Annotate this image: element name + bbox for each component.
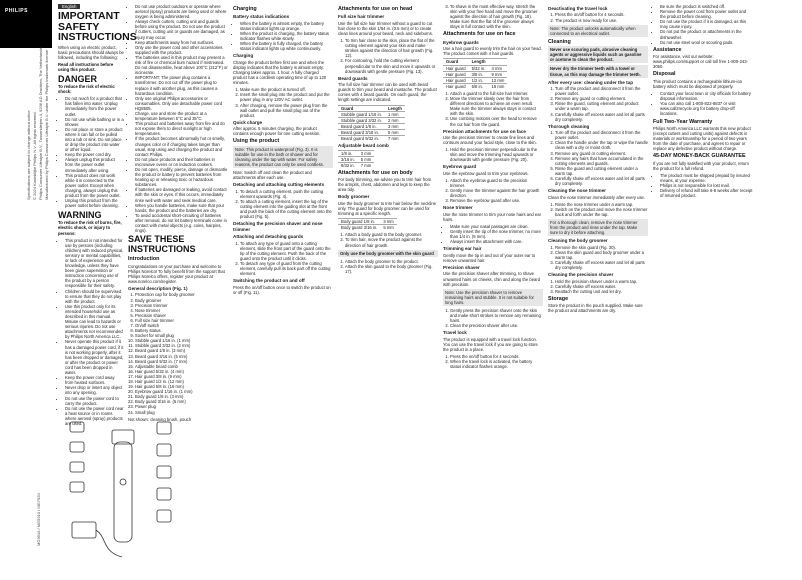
list-item: 4. Remove any hairs that have accumulated in the cutting elements and guards. — [555, 156, 648, 166]
brand-logo: PHILIPS — [5, 8, 28, 14]
list-item: 3. Reattach the cutting unit and let dry. — [555, 289, 648, 294]
attaching-title: Attaching and detaching guards — [233, 234, 304, 240]
imprint-line: © 2024 Koninklijke Philips N.V. All rights reserved. — [32, 111, 37, 200]
column-2 — [128, 4, 228, 576]
table-cell: 3 mm — [358, 150, 374, 156]
groomer-clean-steps — [548, 245, 648, 270]
list-item: 6. Full size hair trimmer — [135, 318, 228, 323]
list-item: • Philips is not responsible for lost mail. — [660, 183, 753, 188]
attachment-shape — [70, 482, 84, 492]
quick-title: Quick charge — [233, 119, 263, 125]
list-item: • Contact your local town or city officials for battery disposal information. — [660, 91, 753, 101]
table-cell: 3/16 in. — [338, 156, 358, 162]
detaching-steps — [233, 189, 333, 220]
storage-text: Store the product in the pouch supplied. Make sure the product and attachments are dry. — [548, 303, 643, 314]
shaver-clean-title: Cleaning the precision shaver — [548, 272, 614, 278]
body-attachments-title: Attachments for use on body — [338, 169, 413, 176]
table-row — [443, 77, 507, 83]
list-item: 2. To attach a cutting element, insert the lug of the cutting element into the guiding slot at the front and push the back of the cutting element onto the product (Fig. 5). — [240, 199, 333, 219]
imprint — [26, 47, 50, 200]
list-item: • Only use original Philips accessories or consumables. Only use detachable power cord HQ8505. — [135, 96, 228, 111]
adjustable-table — [338, 150, 374, 168]
table-cell: 9/32 in. — [338, 162, 358, 168]
list-item: 1. To trim hair close to the skin, place the flat of the cutting element against your skin and make strokes against the direction of hair growth (Fig. 12). — [345, 38, 438, 58]
list-item: • Remove the power cord from power outlet and the product before cleaning. — [660, 9, 753, 19]
table-cell: 1/2 in. — [469, 77, 489, 83]
list-item: 1. Turn off the product and disconnect it from the power outlet. — [555, 86, 648, 96]
skin-guard-box — [338, 250, 438, 257]
using-title: Using the product — [233, 138, 280, 145]
list-item: • When the product is charging, the battery status indicator flashes white slowly. — [240, 31, 333, 41]
list-item: 2. Move the trimmer slowly over the hair from different directions to achieve an even result. Make sure the trimmer always stays in contact with the skin. — [450, 96, 543, 116]
table-row — [443, 71, 507, 77]
list-item: • Keep attachments away from hot surfaces. — [135, 40, 228, 45]
eyebrow-text: Use the eyebrow guard to trim your eyebrows. — [443, 170, 529, 176]
list-item: 15. Adjustable beard comb — [135, 364, 228, 369]
list-item: 2. Carefully shake off excess water. — [555, 284, 648, 289]
guard-title: Detaching the precision shaver and nose trimmer — [233, 221, 323, 232]
money-back-text: If you are not fully satisfied with your product, return the product for a full refund. — [653, 160, 749, 171]
list-item: 17. Hair guard 3/8 in. (9 mm) — [135, 374, 228, 379]
list-item: • This product does not work while it is connected to the power outlet. Except when charging, always unplug this product from the power outlet. — [65, 173, 124, 198]
nose-clean-box-text: For a thorough clean, remove the nose trimmer from the product and rinse under the tap. Make sure to dry it before attaching. — [550, 219, 638, 236]
groomer-clean-title: Cleaning the body groomer — [548, 238, 608, 244]
general-list — [128, 292, 228, 414]
full-trimmer-steps — [338, 38, 438, 74]
table-cell: 7 mm — [358, 162, 374, 168]
list-item: 20. Eyebrow guard 1/16 in. (1 mm) — [135, 389, 228, 394]
full-trimmer-text: Use the full size hair trimmer without a guard to cut hair close to the skin 1/64 in. (0.5 mm) or to create clean lines around your beard, neck and sideburns. — [338, 20, 433, 36]
body-steps — [338, 232, 438, 247]
list-item: • Do not use the power cord near a heat source or in rooms where aerosol (spray) products are used. — [65, 406, 124, 426]
table-cell: 16 mm — [489, 83, 508, 89]
list-item: 2. Clean the precision shaver after use. — [450, 323, 543, 328]
column-3 — [233, 4, 333, 576]
table-cell: 1/8 in. — [338, 150, 358, 156]
list-item: 1. Press the on/off button for 4 seconds. — [450, 354, 543, 359]
travel-title: Travel lock — [443, 330, 467, 336]
shaver-text: Use the precision shaver after trimming, to shave unwanted hairs on cheeks, chin and along the beard with precision. — [443, 271, 541, 287]
nose-steps — [443, 224, 543, 244]
list-item: • Gently insert the tip of the nose trimmer, no more than 1/4 in. (5 mm). — [450, 229, 543, 239]
battery-title: Battery status indications — [233, 14, 290, 20]
storage-list — [653, 4, 753, 45]
shaver-title: Precision shaver — [443, 265, 480, 270]
disposal-list — [653, 91, 753, 116]
switching-title: Switching the product on and off — [233, 278, 305, 284]
list-item: 1. Gently press the precision shaver onto the skin and make short strokes to remove any remaining hairs. — [450, 308, 543, 323]
list-item: 2. When the travel lock is activated, the battery status indicator flashes orange. — [450, 359, 543, 369]
eyebrow-title: Eyebrow guard — [443, 164, 477, 170]
list-item: 1. Attach a body guard to the body groomer. — [345, 232, 438, 237]
full-trimmer-title: Full size hair trimmer — [338, 14, 385, 20]
list-item: 2. To detach any type of guard from the cutting element, carefully pull its back part off the cutting element. — [240, 261, 333, 276]
deactivate-note: Note: The product unlocks automatically when connected to an electrical outlet. — [550, 25, 636, 36]
column-6 — [548, 4, 648, 576]
table-cell: 5/8 in. — [469, 83, 489, 89]
safety-list-cont — [128, 4, 228, 233]
warranty-title: Full Two-Year Warranty — [653, 118, 713, 125]
list-item: 1. Turn off the product and disconnect it from the power outlet. — [555, 130, 648, 140]
eyebrow-steps — [443, 178, 543, 203]
cleaning-note-box — [548, 65, 648, 77]
list-item: 16. Hair guard 5/32 in. (4 mm) — [135, 369, 228, 374]
after-use-title: After every use: cleaning under the tap — [548, 79, 634, 85]
list-item: • Keep the power cord away from heated surfaces. — [65, 375, 124, 385]
list-item: 8. Battery status — [135, 328, 228, 333]
list-item: • Do not place products and their batteries in microwave ovens or on induction cookers. — [135, 157, 228, 167]
shaver-note-box — [443, 289, 543, 306]
table-cell: Stubble guard 3/32 in. — [338, 117, 385, 123]
detaching-title: Detaching and attaching cutting elements — [233, 182, 325, 188]
list-item: 3. Precision trimmer — [135, 303, 228, 308]
charging-sub: Charging — [233, 53, 254, 59]
ear-text: Gently move the tip in and out of your outer ear to remove unwanted hair. — [443, 252, 536, 263]
list-item: 1. Protection cap for body groomer — [135, 292, 228, 297]
warning-list — [58, 238, 124, 426]
list-item: 3. Carefully shake off excess water and let all parts dry completely. — [555, 260, 648, 270]
list-item: 2. The product is now ready for use. — [555, 18, 648, 23]
list-item: 1. Press the on/off button for 4 seconds. — [555, 12, 648, 17]
precision-text: Use the precision trimmer to create fine lines and contours around your facial style, close to the skin. — [443, 135, 537, 146]
list-item: • The product must be shipped prepaid by insured means, at your expense. — [660, 173, 753, 183]
list-item: • This product is not intended for use by persons (including children) with reduced physical, sensory or mental capabilities, or lack of experience and knowledge, unless they have been given supervision or instruction concerning use of the product by a person responsible for their safety. — [65, 238, 124, 289]
button-shape — [120, 479, 126, 485]
imprint-line: Philips Consumer Lifestyle B.V., Tussendiepen 4, 9206 AD Drachten, The Netherlands — [38, 47, 43, 200]
table-cell: 3 mm — [380, 219, 396, 225]
table-row — [338, 117, 405, 123]
list-item: • You can also call 1-800-822-8837 or visit www.call2recycle.org for battery drop-off locations. — [660, 101, 753, 116]
adjustable-title: Adjustable beard comb — [338, 143, 389, 149]
table-cell: 5/32 in. — [469, 65, 489, 71]
table-row — [338, 123, 405, 129]
quick-text: After approx. 5 minutes charging, the product contains enough power for one cutting session. — [233, 126, 321, 137]
list-item: 7. On/off switch — [135, 323, 228, 328]
table-cell: 7 mm — [385, 136, 405, 142]
list-item: 1. Remove the skin guard (Fig. 30). — [555, 245, 648, 250]
table-cell: 3/8 in. — [469, 71, 489, 77]
using-text: Note: This product is waterproof (Fig. 3). It is suitable for use in the bath or shower and for cleaning under the tap with water. For safety reasons, the product can only be used cordless. — [235, 146, 324, 168]
table-cell: 12 mm — [489, 77, 508, 83]
list-item: 19. Hair guard 5/8 in. (16 mm) — [135, 384, 228, 389]
travel-text: The product is equipped with a travel lock function. You can use the travel lock if you are going to store the product in a place. — [443, 336, 538, 352]
deactivate-steps — [548, 12, 648, 22]
body-groomer-title: Body groomer — [338, 194, 370, 200]
brand-block — [0, 0, 52, 48]
list-item: 2. Attach the skin guard to the body groomer (Fig. 17). — [345, 264, 438, 274]
hair-guards-text: Use a hair guard to evenly trim the hair on your head. The product comes with 4 hair guards. — [443, 46, 542, 57]
list-item: 4. Nose trimmer — [135, 308, 228, 313]
list-item: 11. Stubble guard 3/32 in. (2 mm) — [135, 343, 228, 348]
table-row — [443, 65, 507, 71]
charging-steps — [233, 87, 333, 118]
list-item: • When the battery is almost empty, the battery status indicator lights up orange. — [240, 21, 333, 31]
imprint-line: Specifications are subject to change without notice — [26, 110, 31, 200]
save-title: SAVE THESE INSTRUCTIONS — [128, 234, 196, 254]
table-header: Guard — [443, 59, 469, 65]
assistance-text: For assistance, visit our website: www.philips.com/support or call toll free 1-800-243-3050. — [653, 54, 748, 70]
list-item: 2. Clean the handle under the tap or wipe the handle clean with a dry or moist cloth. — [555, 140, 648, 150]
nose-text: Use the nose trimmer to trim your nose hairs and ear hairs. — [443, 211, 541, 222]
list-item: • When you handle batteries, make sure that your hands, the product and the batteries are dry. — [135, 203, 228, 213]
ear-title: Trimming ear hair — [443, 246, 482, 252]
list-item: 2. Gently move the trimmer against the hair growth direction. — [450, 188, 543, 198]
nose-clean-box — [548, 219, 648, 236]
body-text: For body trimming, we advise you to trim hair from the armpits, chest, abdomen and legs to keep the area tidy. — [338, 177, 432, 193]
switching-text: Press the on/off button once to switch the product on or off (Fig. 11). — [233, 284, 331, 295]
table-row — [338, 219, 397, 225]
warning-title: WARNING — [58, 210, 102, 221]
list-item: • When the battery is fully charged, the battery status indicator lights up white continuously. — [240, 41, 333, 51]
list-item: 10. Stubble guard 1/16 in. (1 mm) — [135, 338, 228, 343]
list-item: 2. For contouring, hold the cutting element perpendicular to the skin and move it upwards or downwards with gentle pressure (Fig. 13). — [345, 58, 438, 73]
nose-clean-steps — [548, 202, 648, 217]
body-groomer-text: Use the body groomer to trim hair below the neckline only. The guard for body groomer can be used for trimming at a specific length. — [338, 200, 436, 217]
body-table — [338, 218, 397, 230]
shaver-steps — [443, 308, 543, 328]
assistance-title: Assistance — [653, 46, 682, 53]
table-header: Length — [469, 59, 489, 65]
cleaning-title: Cleaning — [548, 38, 571, 45]
list-item: 1. To detach a cutting element, push the cutting element upwards (Fig. 4). — [240, 189, 333, 199]
table-row — [338, 129, 405, 135]
list-item: 3. Rinse the guard, cutting element and product under a warm tap. — [555, 101, 648, 111]
list-item: 9. Socket for small plug — [135, 333, 228, 338]
table-row — [338, 136, 405, 142]
list-item: 2. Clean the skin guard and body groomer under a warm tap. — [555, 250, 648, 260]
list-item: • Never drop or insert any object into any opening. — [65, 385, 124, 395]
table-header: Length — [385, 105, 405, 111]
list-item: 6. Carefully shake off excess water and let all parts dry completely. — [555, 176, 648, 186]
beard-table — [338, 105, 405, 142]
danger-title: DANGER — [58, 74, 98, 85]
table-cell: Hair guard — [443, 77, 469, 83]
table-cell: Hair guard — [443, 83, 469, 89]
storage-title: Storage — [548, 295, 569, 302]
table-cell: Beard guard 9/32 in. — [338, 136, 385, 142]
list-item: 1. Rinse the nose trimmer under a warm tap. — [555, 202, 648, 207]
cleaning-warning: Never use scouring pads, abrasive cleaning agents or aggressive liquids such as gasoline or acetone to clean the product. — [550, 47, 642, 63]
list-item: 5. Rinse the guard and cutting element under a warm tap. — [555, 166, 648, 176]
list-item: 2. Body groomer — [135, 298, 228, 303]
list-item: 2. To trim hair, move the product against the direction of hair growth. — [345, 237, 438, 247]
table-cell: Stubble guard 1/16 in. — [338, 111, 385, 117]
list-item: • Do not reach for a product that has fallen into water. Unplug immediately from the power outlet. — [65, 96, 124, 116]
list-item: 21. Body guard 1/8 in. (3 mm) — [135, 394, 228, 399]
side-strip — [0, 0, 52, 580]
list-item: 22. Body guard 3/16 in. (5 mm) — [135, 399, 228, 404]
money-back-list — [653, 173, 753, 198]
list-item: • Do not use the power cord to carry the product. — [65, 396, 124, 406]
general-title: General description (Fig. 1) — [128, 286, 188, 291]
list-item: • Never operate this product if it has a damaged power cord, if it is not working properly, after it has been dropped or damaged, or after the product or power cord has been dropped in water. — [65, 339, 124, 375]
list-item: 1. Attach a guard to the full size hair trimmer. — [450, 91, 543, 96]
general-note: Not shown: cleaning brush, pouch — [128, 416, 192, 422]
using-note-box — [233, 146, 333, 168]
table-cell: Body guard 3/16 in. — [338, 225, 380, 231]
table-cell: Beard guard 1/8 in. — [338, 123, 385, 129]
list-item: • If batteries are damaged or leaking, avoid contact with the skin or eyes. If this occurs, immediately rinse well with water and seek medical care. — [135, 187, 228, 202]
list-item: 1. Attach the body groomer to the product. — [345, 259, 438, 264]
table-cell: 3 mm — [385, 123, 405, 129]
list-item: 23. Power plug — [135, 404, 228, 409]
intro-text: Congratulations on your purchase and welcome to Philips Norelco! To fully benefit from the support that Philips Norelco offers, register your product at www.norelco.com/register. — [128, 263, 225, 284]
list-item: 1. Hold the precision trimmer perpendicular to the skin and move the trimming head upwards or downwards with gentle pressure (Fig. 20). — [450, 147, 543, 162]
head-attachments-title: Attachments for use on head — [338, 6, 413, 12]
list-item: 4. Carefully shake off excess water and let all parts dry completely. — [555, 112, 648, 122]
list-item: • The batteries used in this product may present a risk of fire or chemical burn hazard if mistreated. Do not disassemble, heat above 100°C (212°F) or incinerate. — [135, 55, 228, 75]
table-row — [338, 162, 374, 168]
list-item: 1. Attach the eyebrow guard to the precision trimmer. — [450, 178, 543, 188]
list-item: • Make sure your nasal passages are clean. — [450, 224, 543, 229]
disposal-title: Disposal — [653, 71, 676, 78]
list-item: 13. Beard guard 3/16 in. (5 mm) — [135, 354, 228, 359]
table-row — [443, 83, 507, 89]
precision-steps — [443, 147, 543, 162]
list-item: 2. Remove any guard or cutting element. — [555, 96, 648, 101]
list-item: • Do not use while bathing or in a shower. — [65, 117, 124, 127]
list-item: • Do not use the product if it is damaged, as this may cause injury. — [660, 19, 753, 29]
attachment-shape — [70, 462, 84, 472]
deactivate-title: Deactivating the travel lock — [548, 6, 608, 11]
list-item: 1. To attach any type of guard onto a cutting element, slide the front part of the guard onto the tip of the cutting element. Push the back of the guard onto the product until it clicks. — [240, 241, 333, 261]
list-item: 18. Hair guard 1/2 in. (12 mm) — [135, 379, 228, 384]
list-item: 12. Beard guard 1/8 in. (3 mm) — [135, 348, 228, 353]
attaching-steps — [233, 241, 333, 277]
list-item: • IMPORTANT: The power plug contains a transformer. Do not cut off the power plug to replace it with another plug, as this causes a hazardous condition. — [135, 75, 228, 95]
list-item: 3. To shave in the most effective way, stretch the skin with your free hand and move the groomer against the direction of hair growth (Fig. 18). Make sure that the flat of the groomer always stays in full contact with the skin. — [450, 4, 543, 29]
table-row — [338, 225, 397, 231]
money-back-title: 45-DAY MONEY-BACK GUARANTEE — [653, 153, 746, 160]
list-item: • Always check cutters, cutting unit and guards before using the product. Do not use the product if cutters, cutting unit or guards are damaged, as injury may occur. — [135, 19, 228, 39]
table-row — [338, 111, 405, 117]
thorough-title: Thorough cleaning — [548, 123, 590, 129]
table-cell: 9 mm — [489, 71, 508, 77]
list-item: • Always unplug this product from the power outlet immediately after using. — [65, 157, 124, 172]
list-item: 3. Remove the eyebrow guard after use. — [450, 198, 543, 203]
nose-clean-title: Cleaning the nose trimmer — [548, 188, 606, 194]
battery-list — [233, 21, 333, 52]
charging-text: Charge the product before first use and when the display indicates that the battery is almost empty. Charging takes approx. 1 hour. A fully charged product has a cordless operating time of up to 120 minutes. — [233, 59, 327, 86]
danger-list — [58, 96, 124, 208]
skin-guard-title: Only use the body groomer with the skin guard — [340, 250, 434, 256]
cleaning-warning-box — [548, 46, 648, 63]
list-item: 5. Precision shaver — [135, 313, 228, 318]
list-item: 3. Use combing motions over the head to remove the cut hair from the guard. — [450, 116, 543, 126]
list-item: • Unplug this product from the power outlet before cleaning. — [65, 198, 124, 208]
list-item: • Do not place or store a product where it can fall or be pulled into a tub or sink. Do not place or drop the product into water or other liquid. — [65, 127, 124, 152]
table-cell: 1 mm — [385, 111, 405, 117]
precision-title: Precision attachments for use on face — [443, 128, 526, 134]
table-cell: 5 mm — [385, 129, 405, 135]
list-item: • This product and batteries away from fire and do not expose them to direct sunlight or high temperatures. — [135, 121, 228, 136]
list-item: 2. Switch on the product and move the nose trimmer back and forth under the tap. — [555, 207, 648, 217]
list-item: 2. Insert the small plug into the product and put the power plug in any 120V AC outlet. — [240, 92, 333, 102]
cleaning-note: Never dry the trimmer teeth with a towel or tissue, as this may damage the trimmer teeth. — [550, 66, 641, 77]
table-cell: Hair guard — [443, 71, 469, 77]
face-attachments-title: Attachments for use on face — [443, 31, 516, 38]
list-item: • Only use the power cord and other accessories supplied with the product. — [135, 45, 228, 55]
list-item: • Always insert the attachment with care. — [450, 239, 543, 244]
column-4 — [338, 4, 438, 576]
list-item: • Do not put the product or attachments in the dishwasher. — [660, 29, 753, 39]
beard-guards-text: The full size hair trimmer can be used with beard guards to trim your beard and mustache. The product comes with 4 beard guards. On each guard, the length settings are indicated. — [338, 82, 437, 103]
beard-guards-title: Beard guards — [338, 75, 368, 81]
safety-title: IMPORTANT SAFETY INSTRUCTIONS — [58, 10, 137, 44]
skin-guard-steps — [338, 259, 438, 274]
hair-steps — [443, 91, 543, 127]
deactivate-note-box — [548, 25, 648, 37]
safety-intro-bold: Read all instructions before using this product. — [58, 61, 114, 72]
attachment-shape — [70, 442, 84, 452]
list-item: • Keep the power cord dry. — [65, 152, 124, 157]
list-item: • Delivery of refund will take 6-8 weeks after receipt of returned product. — [660, 188, 753, 198]
shaver-note: Note: Use the precision shaver to remove remaining hairs and stubble. It is not suitable for long hairs. — [445, 289, 534, 305]
imprint-line: Manufactured by Philips Consumer Lifestyle B.V. under the Philips trademark license — [44, 50, 49, 200]
list-item: • Do not use product outdoors or operate where aerosol (spray) products are being used or where oxygen is being administered. — [135, 4, 228, 19]
model-number: MG3910 / MG5910 / MG7920 — [36, 493, 41, 546]
after-use-steps — [548, 86, 648, 122]
intro-title: Introduction — [128, 256, 160, 263]
danger-sub: To reduce the risk of electric shock: — [58, 84, 115, 95]
table-cell: 5 mm — [380, 225, 396, 231]
list-item: • Do not use steel wool or scouring pads. — [660, 40, 753, 45]
column-7 — [653, 4, 753, 576]
column-5 — [443, 4, 543, 576]
plug-shape — [72, 522, 96, 538]
list-item: 1. Make sure the product is turned off. — [240, 87, 333, 92]
table-cell: Body guard 1/8 in. — [338, 219, 380, 225]
thorough-steps — [548, 130, 648, 186]
travel-steps — [443, 354, 543, 369]
cord-shape — [96, 530, 122, 557]
list-item: • Children should be supervised to ensure that they do not play with the product. — [65, 289, 124, 304]
table-header: Guard — [338, 105, 385, 111]
list-item: 3. Remove any guard or cutting element. — [555, 151, 648, 156]
list-item: 24. Small plug — [135, 410, 228, 415]
list-item: • Be sure the product is switched off. — [660, 4, 753, 9]
list-item: 14. Beard guard 9/32 in. (7 mm) — [135, 359, 228, 364]
using-note: Note: Switch off and clean the product and attachments after each use. — [233, 170, 312, 181]
table-cell: 2 mm — [385, 117, 405, 123]
nose-title: Nose trimmer — [443, 205, 473, 211]
list-item: • If the product becomes abnormally hot or smelly, changes color or if charging takes longer than usual, stop using and charging the product and contact Philips. — [135, 136, 228, 156]
list-item: 1. Hold the precision shaver under a warm tap. — [555, 279, 648, 284]
body-steps-cont — [443, 4, 543, 29]
list-item: • To avoid accidental short-circuiting of batteries after removal, do not let battery terminals come in contact with metal objects (e.g. coins, hairpins, rings). — [135, 213, 228, 233]
table-cell: 5 mm — [358, 156, 374, 162]
nose-clean-text: Clean the nose trimmer immediately after every use. — [548, 194, 646, 200]
attachment-shape — [70, 422, 84, 432]
warranty-text: Philips North America LLC warrants this new product (except cutters and cutting units) against defects in materials or workmanship for a period of two years from the date of purchase, and agrees to repair or replace any defective product without charge. — [653, 125, 751, 152]
table-cell: 4 mm — [489, 65, 508, 71]
hair-guards-title: Eyebrow guards — [443, 39, 479, 45]
list-item: 3. After charging, remove the power plug from the wall outlet and pull the small plug out of the product. — [240, 103, 333, 118]
charging-title: Charging — [233, 6, 257, 12]
list-item: • Charge, use and store the product at a temperature between 5°C and 35°C. — [135, 111, 228, 121]
list-item: • Use this product only for its intended household use as described in this manual. Misuse can lead to hazards or serious injuries. Do not use attachments not recommended by Philips North America LLC. — [65, 304, 124, 340]
hair-table — [443, 58, 507, 88]
shaver-clean-steps — [548, 279, 648, 294]
safety-intro: When using an electric product, basic precautions should always be followed, including the following: — [58, 44, 124, 60]
disposal-text: This product contains a rechargeable lithium-ion battery which must be disposed of properly. — [653, 78, 743, 89]
warning-sub: To reduce the risk of burns, fire, electric shock, or injury to persons: — [58, 220, 122, 236]
language-tag: English — [58, 4, 80, 9]
table-cell: Hair guard — [443, 65, 469, 71]
list-item: • Do not open, modify, pierce, damage or dismantle the product or battery to prevent batteries from heating up or releasing toxic or hazardous substances. — [135, 167, 228, 187]
table-cell: Beard guard 3/16 in. — [338, 129, 385, 135]
